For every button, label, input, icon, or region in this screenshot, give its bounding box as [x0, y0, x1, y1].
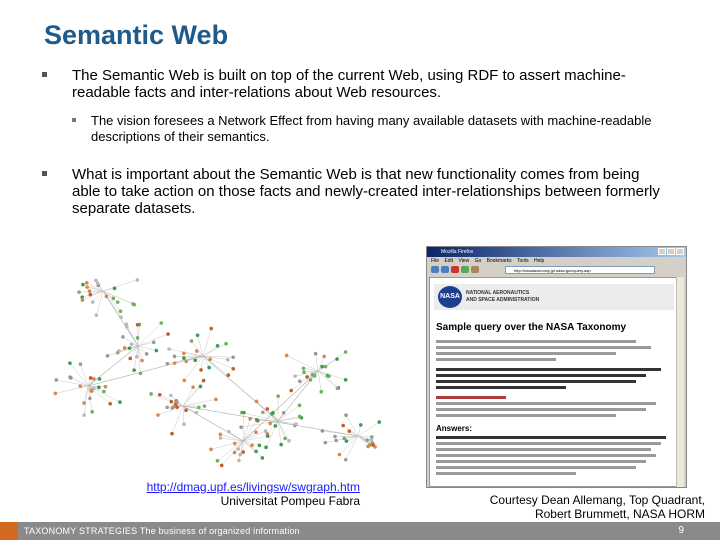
- page-text-line: [436, 460, 646, 463]
- caption-line-1: Courtesy Dean Allemang, Top Quadrant,: [489, 493, 705, 507]
- slide-title: Semantic Web: [44, 20, 229, 50]
- graph-source-link[interactable]: http://dmag.upf.es/livingsw/swgraph.htm: [146, 480, 360, 494]
- footer-logo: [0, 522, 18, 540]
- nasa-header: [434, 284, 674, 310]
- reload-icon: [461, 266, 469, 273]
- page-text-line: [436, 466, 636, 469]
- answers-label: Answers:: [436, 424, 473, 433]
- page-text-line: [436, 358, 556, 361]
- page-text-line: [436, 402, 656, 405]
- browser-menubar: File Edit View Go Bookmarks Tools Help: [431, 258, 545, 264]
- page-text-line: [436, 340, 636, 343]
- bullet-marker: [42, 72, 47, 77]
- page-text-line: [436, 442, 661, 445]
- bullet-marker: [72, 118, 76, 122]
- browser-scrollbar: [676, 277, 684, 487]
- image-caption: [420, 493, 705, 521]
- caption-line-2: Robert Brummett, NASA HORM: [534, 507, 705, 521]
- graph-source-name: Universitat Pompeu Fabra: [220, 494, 360, 508]
- page-text-line: [436, 380, 636, 383]
- nasa-org-name: [466, 290, 539, 304]
- bullet-1: [42, 67, 682, 107]
- bullet-text: The vision foresees a Network Effect from having many available datasets with machine-readable descriptions of their semantics.: [91, 113, 652, 144]
- stop-icon: [451, 266, 459, 273]
- graph-edges: [55, 280, 379, 466]
- page-text-line: [436, 414, 616, 417]
- page-number: 9: [678, 525, 684, 536]
- page-text-line: [436, 454, 656, 457]
- sub-bullet-1: [72, 113, 692, 149]
- page-text-line: [436, 386, 566, 389]
- forward-icon: [441, 266, 449, 273]
- back-icon: [431, 266, 439, 273]
- window-buttons: [658, 248, 684, 255]
- nasa-logo: NASA: [438, 286, 462, 308]
- page-text-line: [436, 346, 651, 349]
- page-text-line: [436, 472, 576, 475]
- footer-bar: [0, 522, 720, 540]
- org-name-line-1: NATIONAL AERONAUTICS: [466, 290, 530, 296]
- bullet-2: [42, 166, 682, 226]
- page-text-line: [436, 448, 651, 451]
- graph-caption: [140, 480, 360, 508]
- graph-nodes: [54, 278, 382, 467]
- footer-brand: TAXONOMY STRATEGIES The business of organized information: [24, 526, 300, 536]
- page-text-line: [436, 436, 666, 439]
- org-name-line-2: AND SPACE ADMINISTRATION: [466, 297, 540, 303]
- semantic-web-graph-image: [28, 236, 408, 476]
- page-text-line: [436, 396, 506, 399]
- page-text-line: [436, 368, 661, 371]
- browser-viewport: [429, 277, 677, 487]
- page-text-line: [436, 352, 616, 355]
- nasa-page-title: Sample query over the NASA Taxonomy: [436, 322, 627, 333]
- bullet-text: What is important about the Semantic Web is that new functionality comes from being able to take action on those facts and newly-created inter-relationships between formerly separate datasets.: [72, 166, 660, 217]
- browser-url-bar: http://nasataxonomy.jpl.nasa.gov/query.asp: [505, 266, 655, 274]
- page-text-line: [436, 374, 646, 377]
- bullet-text: The Semantic Web is built on top of the current Web, using RDF to assert machine-readable facts and inter-relations about Web resources.: [72, 67, 626, 101]
- browser-titlebar: Mozilla Firefox: [427, 247, 686, 257]
- bullet-marker: [42, 171, 47, 176]
- home-icon: [471, 266, 479, 273]
- page-text-line: [436, 408, 646, 411]
- nasa-browser-screenshot: [426, 246, 687, 488]
